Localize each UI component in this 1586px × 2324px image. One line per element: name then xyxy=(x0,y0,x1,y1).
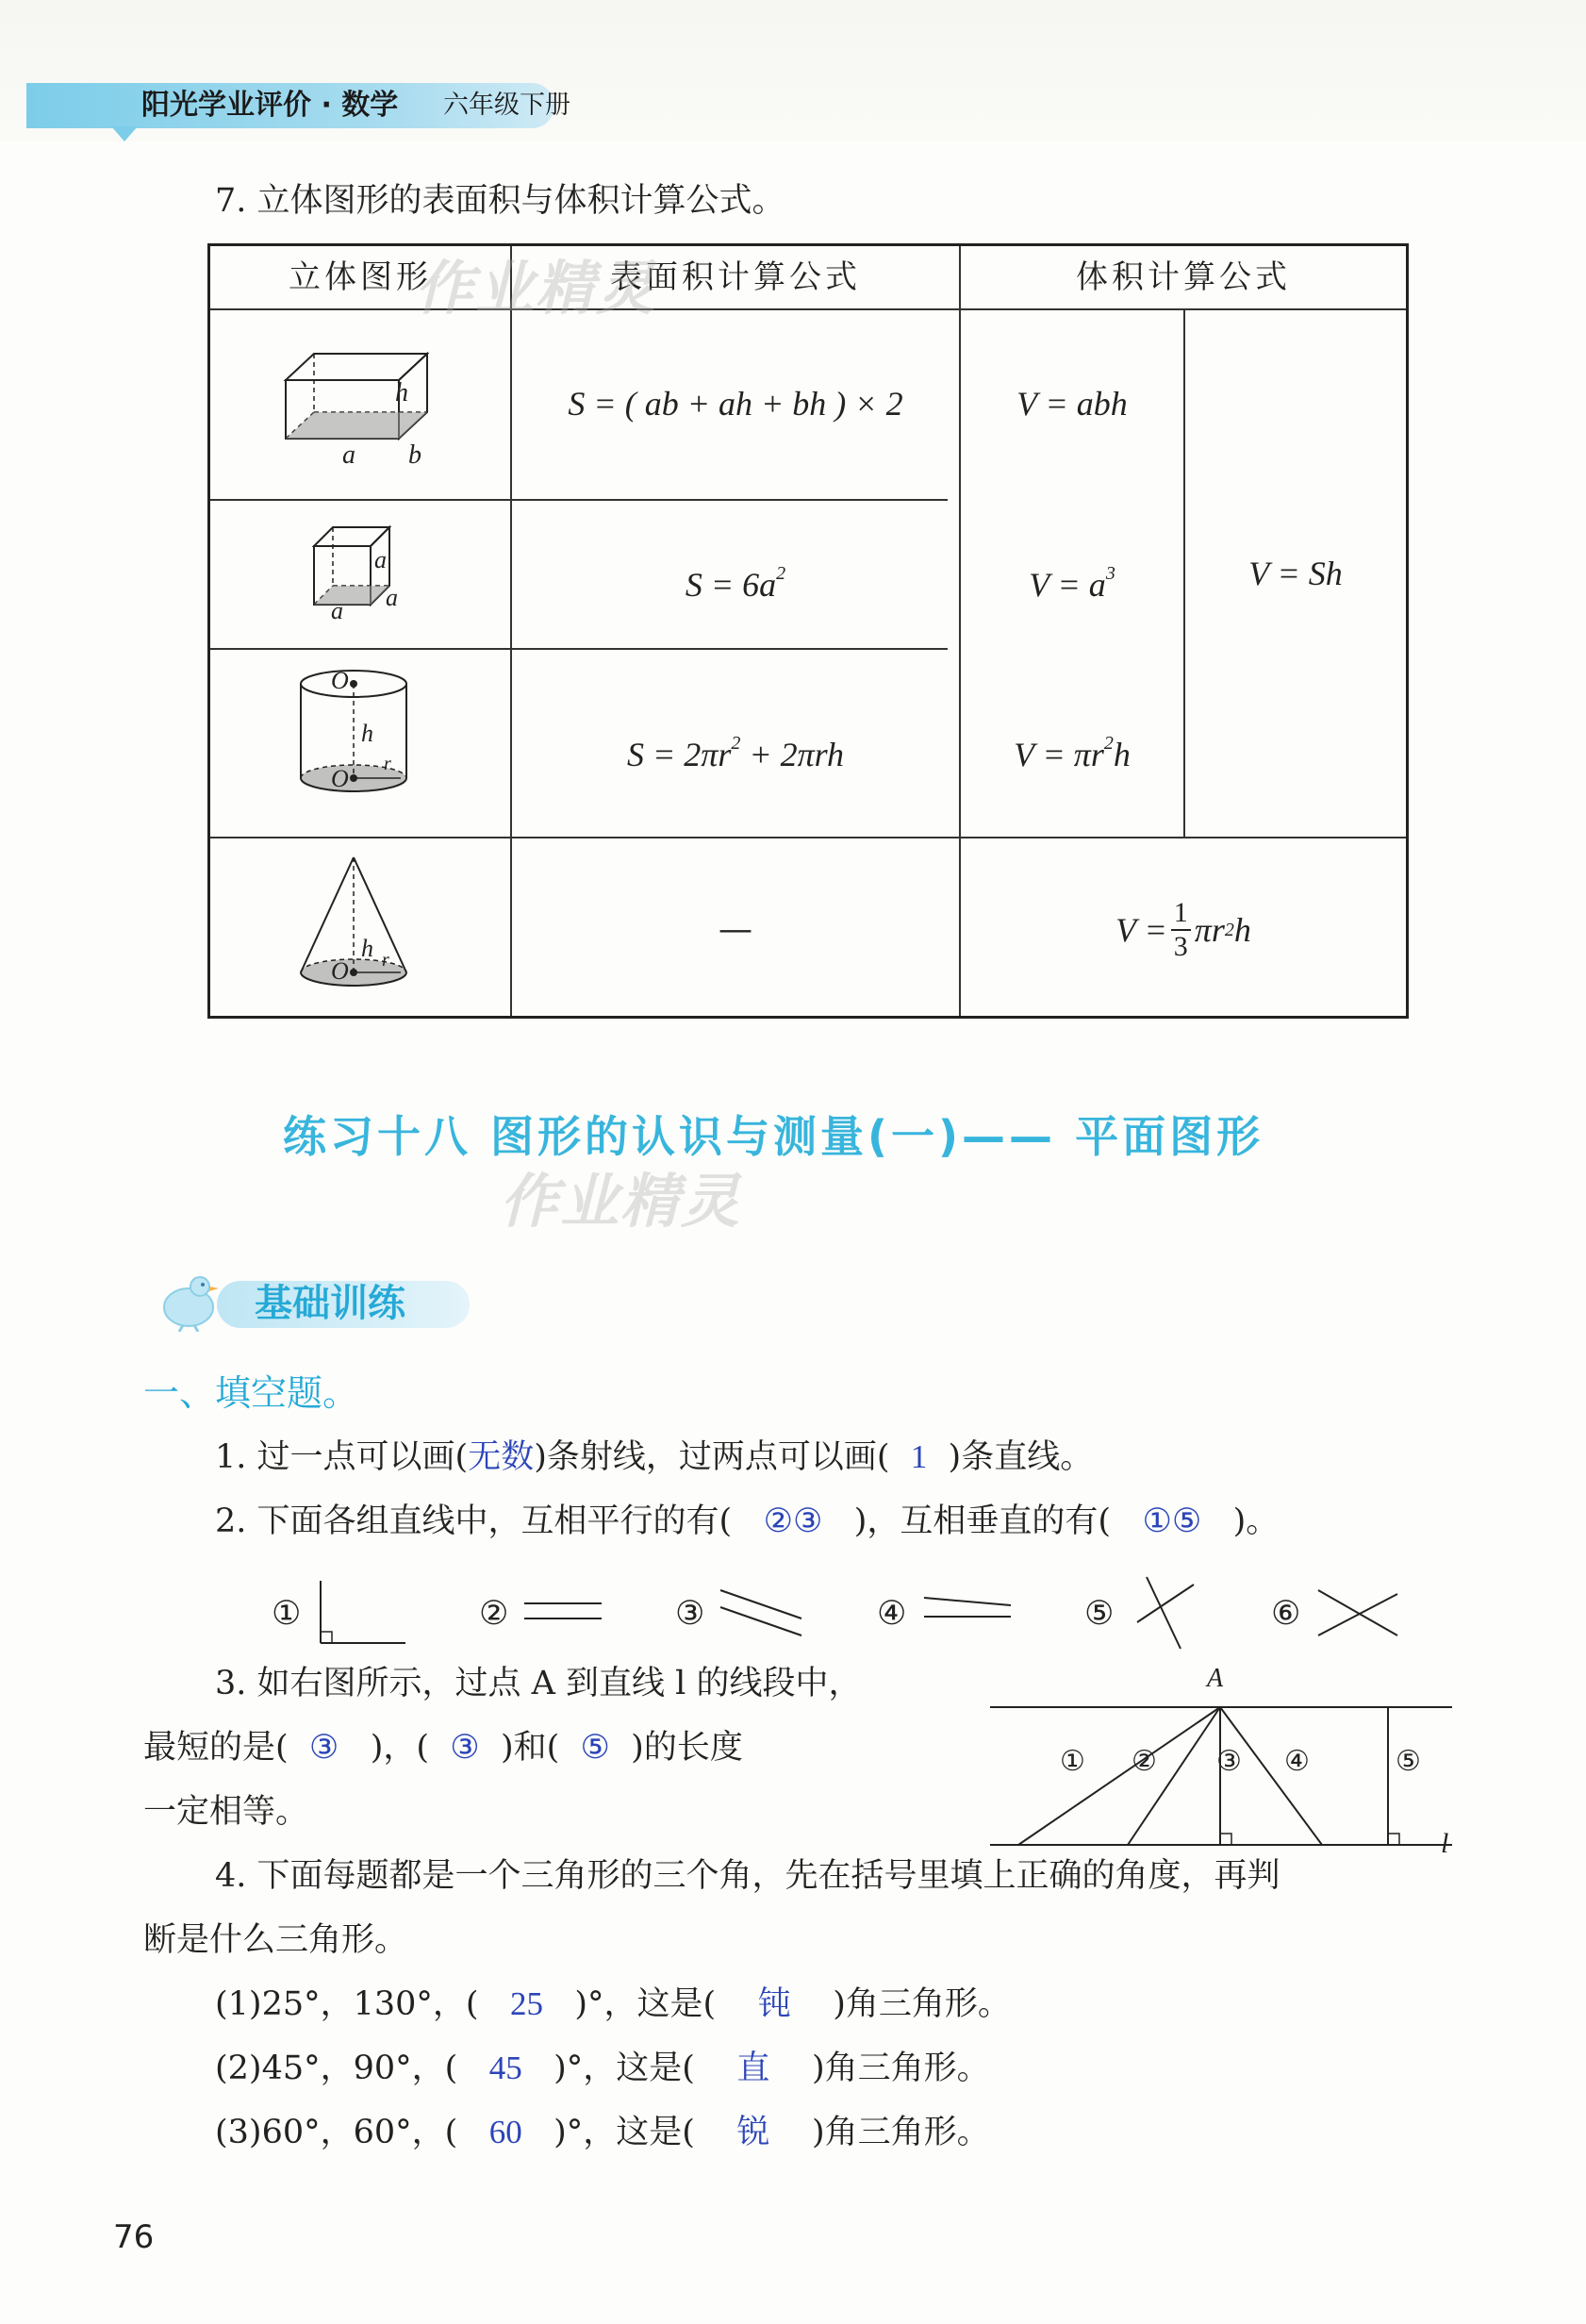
cube-volume-formula: $V = a^3$ xyxy=(1029,563,1115,604)
cube-surface-formula: $S = 6a^2$ xyxy=(685,563,786,604)
q4-item-1-type[interactable]: 钝 xyxy=(757,1985,791,2022)
shared-volume-formula: V = Sh xyxy=(1248,555,1343,592)
q4-item-2: (2)45°，90°，( 45 )°，这是( 直 )角三角形。 xyxy=(215,2050,990,2087)
cylinder-figure xyxy=(297,661,420,822)
table-rule xyxy=(210,648,948,650)
header-surface: 表面积计算公式 xyxy=(610,258,861,296)
q2-figure-5 xyxy=(1128,1571,1203,1656)
q4-item-2-angle[interactable]: 45 xyxy=(488,2050,522,2086)
q4-item-2-type[interactable]: 直 xyxy=(736,2050,770,2086)
q3-line-2: 最短的是( ③ )，( ③ )和( ⑤ )的长度 xyxy=(143,1729,743,1767)
q2-figure-1 xyxy=(315,1577,409,1652)
cube-label-depth: a xyxy=(386,584,398,611)
cylinder-volume-formula: $V = \pi r^2h$ xyxy=(1014,733,1131,773)
basic-training-label: 基础训练 xyxy=(255,1282,405,1325)
cube-label-front: a xyxy=(331,597,343,624)
cone-figure xyxy=(297,850,420,1001)
q2-figure-3 xyxy=(717,1581,811,1647)
q2-figure-6 xyxy=(1313,1581,1407,1647)
formula-table xyxy=(207,243,1409,1019)
cylinder-label-top-center: O xyxy=(331,667,349,694)
cylinder-surface-formula: $S = 2\pi r^2 + 2\pi rh$ xyxy=(626,733,845,773)
q4-line-2: 断是什么三角形。 xyxy=(143,1921,408,1959)
q3-line-3: 一定相等。 xyxy=(143,1793,309,1831)
page-number: 76 xyxy=(113,2218,155,2256)
q4-item-3: (3)60°，60°，( 60 )°，这是( 锐 )角三角形。 xyxy=(215,2114,990,2151)
q1-answer-2[interactable]: 1 xyxy=(910,1438,928,1475)
q2-figure-4 xyxy=(920,1585,1024,1641)
q3-seg-1: ① xyxy=(1060,1745,1085,1778)
q4-item-1: (1)25°，130°，( 25 )°，这是( 钝 )角三角形。 xyxy=(215,1985,1011,2023)
q4-item-1-angle[interactable]: 25 xyxy=(509,1985,543,2022)
cone-label-center: O xyxy=(331,957,349,985)
watermark: 作业精灵 xyxy=(500,1167,742,1236)
q2-answer-parallel[interactable]: ②③ xyxy=(763,1502,823,1539)
q3-seg-4: ④ xyxy=(1284,1745,1310,1778)
cylinder-label-bottom-center: O xyxy=(331,765,349,792)
cuboid-label-h: h xyxy=(395,378,408,407)
fill-in-heading: 一、填空题。 xyxy=(143,1372,359,1414)
q3-answer-equal-1[interactable]: ③ xyxy=(450,1729,480,1766)
cuboid-surface-formula: S = ( ab + ah + bh ) × 2 xyxy=(568,385,903,423)
cube-figure xyxy=(305,518,427,631)
book-series-title: 阳光学业评价 · 数学 xyxy=(141,89,399,122)
q2-fig-label-1: ① xyxy=(272,1595,302,1633)
cylinder-label-h: h xyxy=(361,720,373,747)
q3-line-1: 3. 如右图所示，过点 A 到直线 l 的线段中， xyxy=(215,1665,862,1702)
table-rule xyxy=(210,499,948,501)
table-rule xyxy=(510,246,512,1016)
q4-line-1: 4. 下面每题都是一个三角形的三个角，先在括号里填上正确的角度，再判 xyxy=(215,1857,1280,1895)
q2-fig-label-5: ⑤ xyxy=(1084,1595,1115,1633)
header-tab-pointer xyxy=(111,126,138,141)
q1-answer-1[interactable]: 无数 xyxy=(468,1438,535,1475)
q2-fig-label-3: ③ xyxy=(675,1595,705,1633)
q2: 2. 下面各组直线中，互相平行的有( ②③ )，互相垂直的有( ①⑤ )。 xyxy=(215,1502,1280,1540)
q4-item-3-type[interactable]: 锐 xyxy=(736,2114,770,2150)
grade-label: 六年级下册 xyxy=(443,91,570,120)
cone-volume-formula: V = $\frac{1}{3}$ πr 2 h xyxy=(1115,897,1251,962)
cube-label-side: a xyxy=(374,546,387,573)
cuboid-volume-formula: V = abh xyxy=(1016,385,1128,423)
q3-seg-2: ② xyxy=(1132,1745,1157,1778)
header-shape: 立体图形 xyxy=(289,258,432,296)
cuboid-label-b: b xyxy=(408,440,421,470)
q2-fig-label-4: ④ xyxy=(877,1595,907,1633)
q3-answer-shortest[interactable]: ③ xyxy=(308,1729,339,1766)
q3-answer-equal-2[interactable]: ⑤ xyxy=(580,1729,610,1766)
q2-figure-2 xyxy=(520,1594,605,1632)
header-volume: 体积计算公式 xyxy=(1076,258,1291,296)
q2-fig-label-6: ⑥ xyxy=(1271,1595,1301,1633)
q4-item-3-angle[interactable]: 60 xyxy=(488,2114,522,2150)
q3-seg-3: ③ xyxy=(1216,1745,1242,1778)
q2-fig-label-2: ② xyxy=(479,1595,509,1633)
q2-answer-perpendicular[interactable]: ①⑤ xyxy=(1142,1502,1202,1539)
cylinder-label-r: r xyxy=(384,754,391,774)
table-rule xyxy=(210,308,1406,310)
cone-label-h: h xyxy=(361,935,373,962)
q3-point-A: A xyxy=(1207,1664,1224,1693)
q3-line-l: l xyxy=(1441,1828,1449,1859)
section-title: 练习十八 图形的认识与测量(一)—— 平面图形 xyxy=(283,1111,1264,1162)
cuboid-label-a: a xyxy=(342,440,355,470)
q1: 1. 过一点可以画(无数)条射线，过两点可以画( 1 )条直线。 xyxy=(215,1438,1094,1476)
cone-surface-formula: — xyxy=(719,910,752,949)
q3-seg-5: ⑤ xyxy=(1396,1745,1421,1778)
table-rule xyxy=(210,837,1406,838)
watermark: 作业精灵 xyxy=(415,254,657,323)
q7-title: 7. 立体图形的表面积与体积计算公式。 xyxy=(215,182,785,220)
cone-label-r: r xyxy=(382,950,389,971)
